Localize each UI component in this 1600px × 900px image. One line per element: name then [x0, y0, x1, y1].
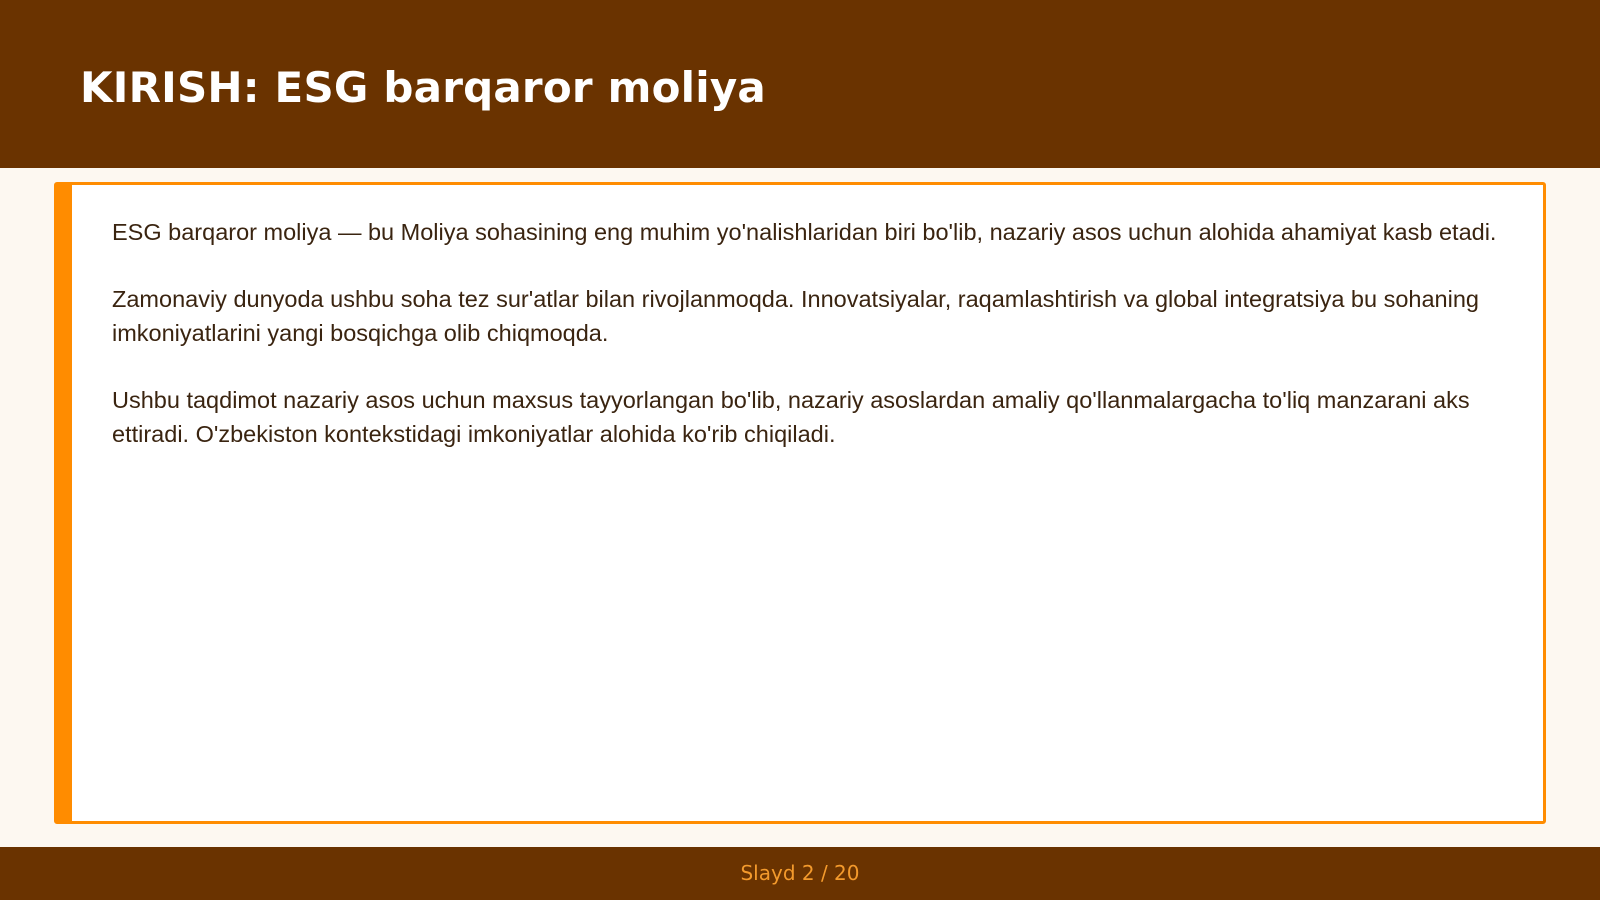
slide-counter: Slayd 2 / 20 — [740, 861, 860, 885]
slide-footer — [0, 847, 1600, 900]
modern-world-paragraph: Zamonaviy dunyoda ushbu soha tez sur'atlar bilan rivojlanmoqda. Innovatsiyalar, raqamlashtirish va global integratsiya bu sohaning imkoniyatlarini yangi bosqichga olib chiqmoqda. — [112, 286, 1479, 346]
intro-paragraph: ESG barqaror moliya — bu Moliya sohasining eng muhim yo'nalishlaridan biri bo'lib, nazariy asos uchun alohida ahamiyat kasb etadi. — [112, 219, 1497, 245]
slide-title: KIRISH: ESG barqaror moliya — [80, 63, 766, 112]
presentation-purpose-paragraph: Ushbu taqdimot nazariy asos uchun maxsus tayyorlangan bo'lib, nazariy asoslardan amaliy qo'llanmalargacha to'liq manzarani aks ettiradi. O'zbekiston kontekstidagi imkoniyatlar alohida ko'rib chiqiladi. — [112, 387, 1470, 447]
content-card — [54, 182, 1546, 824]
slide-header — [0, 0, 1600, 168]
